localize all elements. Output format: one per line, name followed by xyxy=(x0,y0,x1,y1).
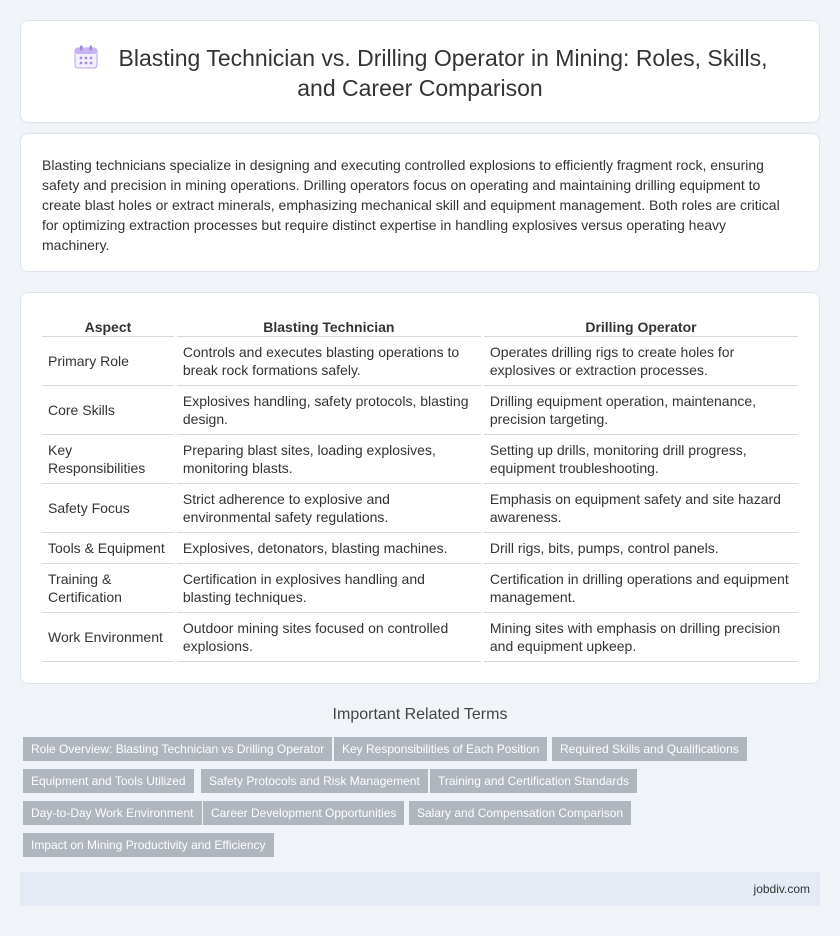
blasting-technician-cell: Preparing blast sites, loading explosives, monitoring blasts. xyxy=(177,435,481,484)
page-title xyxy=(21,43,819,103)
intro-card xyxy=(20,133,820,272)
related-term-tag[interactable]: Safety Protocols and Risk Management xyxy=(201,769,428,793)
related-term-tag[interactable]: Salary and Compensation Comparison xyxy=(409,801,631,825)
related-term-tag[interactable]: Impact on Mining Productivity and Efficiency xyxy=(23,833,274,857)
table-row xyxy=(42,613,798,662)
blasting-technician-cell: Certification in explosives handling and blasting techniques. xyxy=(177,564,481,613)
header-card xyxy=(20,20,820,123)
aspect-cell: Work Environment xyxy=(42,613,174,662)
drilling-operator-cell: Emphasis on equipment safety and site hazard awareness. xyxy=(484,484,798,533)
related-term-tag[interactable]: Day-to-Day Work Environment xyxy=(23,801,202,825)
calendar-icon xyxy=(73,45,99,69)
drilling-operator-cell: Mining sites with emphasis on drilling precision and equipment upkeep. xyxy=(484,613,798,662)
blasting-technician-cell: Outdoor mining sites focused on controlled explosions. xyxy=(177,613,481,662)
table-row xyxy=(42,337,798,386)
table-row xyxy=(42,435,798,484)
footer xyxy=(20,872,820,906)
related-term-tag[interactable]: Role Overview: Blasting Technician vs Drilling Operator xyxy=(23,737,332,761)
blasting-technician-cell: Explosives handling, safety protocols, blasting design. xyxy=(177,386,481,435)
aspect-cell: Key Responsibilities xyxy=(42,435,174,484)
blasting-technician-cell: Explosives, detonators, blasting machines. xyxy=(177,533,481,564)
drilling-operator-cell: Drill rigs, bits, pumps, control panels. xyxy=(484,533,798,564)
aspect-cell: Core Skills xyxy=(42,386,174,435)
drilling-operator-cell: Setting up drills, monitoring drill progress, equipment troubleshooting. xyxy=(484,435,798,484)
related-term-tag[interactable]: Career Development Opportunities xyxy=(203,801,404,825)
aspect-cell: Training & Certification xyxy=(42,564,174,613)
table-row xyxy=(42,564,798,613)
related-terms-title: Important Related Terms xyxy=(332,706,508,723)
table-row xyxy=(42,484,798,533)
header-blasting-technician: Blasting Technician xyxy=(177,317,481,337)
comparison-table xyxy=(42,317,798,662)
blasting-technician-cell: Controls and executes blasting operations to break rock formations safely. xyxy=(177,337,481,386)
related-term-tag[interactable]: Required Skills and Qualifications xyxy=(552,737,747,761)
table-row xyxy=(42,533,798,564)
drilling-operator-cell: Drilling equipment operation, maintenance, precision targeting. xyxy=(484,386,798,435)
table-header-row xyxy=(42,317,798,337)
related-term-tag[interactable]: Key Responsibilities of Each Position xyxy=(334,737,547,761)
drilling-operator-cell: Operates drilling rigs to create holes for explosives or extraction processes. xyxy=(484,337,798,386)
table-row xyxy=(42,386,798,435)
header-drilling-operator: Drilling Operator xyxy=(484,317,798,337)
title-line-2: and Career Comparison xyxy=(297,75,543,101)
title-line-1: Blasting Technician vs. Drilling Operator in Mining: Roles, Skills, xyxy=(118,45,768,71)
related-term-tag[interactable]: Training and Certification Standards xyxy=(430,769,637,793)
intro-paragraph: Blasting technicians specialize in designing and executing controlled explosions to efficiently fragment rock, ensuring safety and precision in mining operations. Drilling operators focus on operating and maintaining drilling equipment to create blast holes or extract minerals, emphasizing mechanical skill and equipment management. Both roles are critical for optimizing extraction processes but require distinct expertise in handling explosives versus operating heavy machinery. xyxy=(42,157,780,253)
related-term-tag[interactable]: Equipment and Tools Utilized xyxy=(23,769,194,793)
footer-site-name: jobdiv.com xyxy=(753,882,810,896)
aspect-cell: Primary Role xyxy=(42,337,174,386)
drilling-operator-cell: Certification in drilling operations and equipment management. xyxy=(484,564,798,613)
aspect-cell: Tools & Equipment xyxy=(42,533,174,564)
blasting-technician-cell: Strict adherence to explosive and environmental safety regulations. xyxy=(177,484,481,533)
comparison-card xyxy=(20,292,820,684)
header-aspect: Aspect xyxy=(42,317,174,337)
aspect-cell: Safety Focus xyxy=(42,484,174,533)
